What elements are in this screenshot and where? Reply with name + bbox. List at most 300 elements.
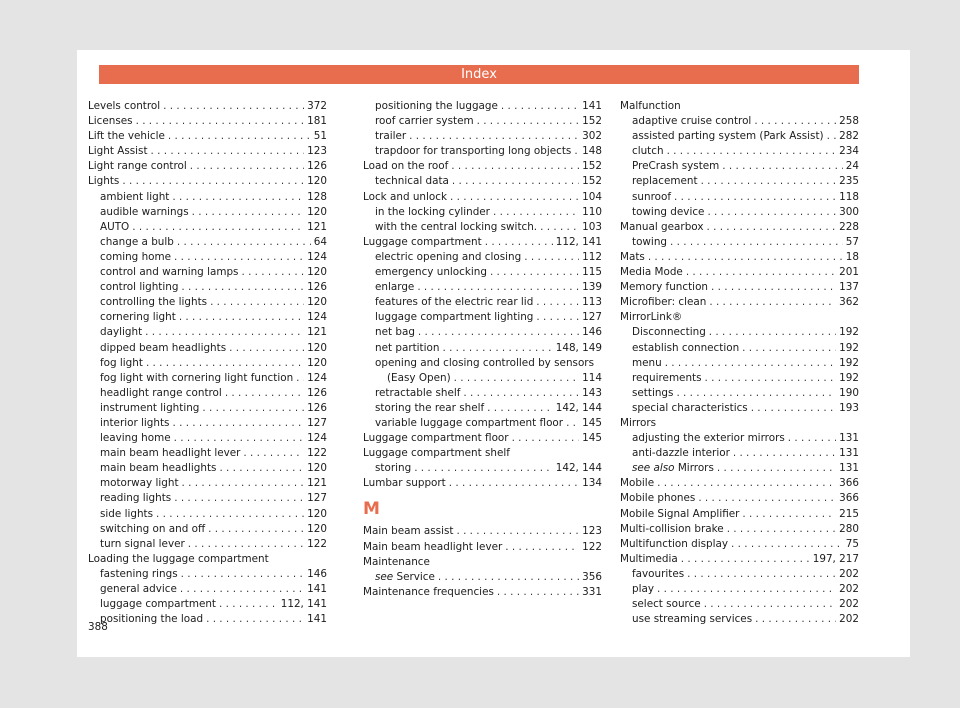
index-entry [363, 585, 602, 600]
page-reference: 120 [307, 507, 327, 520]
index-term: Main beam assist [363, 525, 454, 538]
index-term: Mobile phones [620, 492, 696, 505]
index-heading: Loading the luggage compartment [88, 552, 269, 565]
leader-dots [181, 567, 305, 582]
leader-dots [163, 99, 304, 114]
index-subentry [363, 401, 602, 416]
index-subentry [88, 325, 327, 340]
leader-dots [151, 144, 305, 159]
page-reference: 131 [839, 462, 859, 475]
leader-dots [417, 280, 579, 295]
index-entry [620, 265, 859, 280]
leader-dots [225, 386, 304, 401]
leader-dots [456, 524, 579, 539]
index-subentry [620, 235, 859, 250]
page-reference: 282 [839, 130, 859, 143]
index-header [99, 65, 859, 84]
index-term: net partition [375, 341, 440, 354]
leader-dots [145, 325, 304, 340]
see-reference-target: Service [396, 570, 435, 583]
page-reference: 146 [307, 567, 327, 580]
index-entry [88, 159, 327, 174]
index-term: reading lights [100, 492, 172, 505]
index-term: fog light [100, 356, 143, 369]
index-term: sunroof [632, 190, 672, 203]
index-term: Memory function [620, 281, 709, 294]
leader-dots [733, 446, 836, 461]
leader-dots [706, 220, 836, 235]
index-subentry [620, 401, 859, 416]
leader-dots [451, 159, 579, 174]
see-reference-label: see [375, 570, 394, 583]
page-reference: 192 [839, 371, 859, 384]
page-reference: 141 [582, 100, 602, 112]
index-term: Lumbar support [363, 477, 446, 490]
leader-dots [174, 250, 304, 265]
leader-dots [463, 386, 579, 401]
index-subentry [88, 386, 327, 401]
leader-dots [229, 341, 304, 356]
index-term: Disconnecting [632, 326, 706, 339]
page-reference: 366 [839, 477, 859, 490]
index-subentry [88, 295, 327, 310]
leader-dots [136, 114, 305, 129]
index-subentry [363, 280, 602, 295]
page-reference: 122 [307, 447, 327, 460]
leader-dots [172, 416, 304, 431]
leader-dots [190, 159, 304, 174]
index-term: settings [632, 386, 674, 399]
page-reference: 51 [313, 130, 327, 143]
page-reference: 114 [582, 371, 602, 384]
index-term: Mats [620, 250, 645, 263]
page-reference: 124 [307, 311, 327, 324]
index-subentry [620, 341, 859, 356]
page-reference: 235 [839, 175, 859, 188]
index-term: use streaming services [632, 613, 753, 626]
index-term: Luggage compartment [363, 235, 482, 248]
index-entry [88, 114, 327, 129]
index-term: trapdoor for transporting long objects [375, 145, 572, 158]
index-entry [620, 250, 859, 265]
index-term: motorway light [100, 477, 179, 490]
leader-dots [501, 99, 579, 114]
leader-dots [687, 567, 836, 582]
index-subentry [363, 250, 602, 265]
page-reference: 120 [307, 462, 327, 475]
leader-dots [180, 582, 304, 597]
index-subentry [88, 507, 327, 522]
leader-dots [449, 476, 579, 491]
index-term: select source [632, 598, 701, 611]
page-reference: 115 [582, 266, 602, 279]
page-reference: 143 [582, 386, 602, 399]
leader-dots [132, 220, 304, 235]
index-term: retractable shelf [375, 386, 461, 399]
index-subentry [88, 476, 327, 491]
leader-dots [698, 491, 836, 506]
leader-dots [667, 144, 837, 159]
leader-dots [177, 235, 311, 250]
leader-dots [296, 371, 304, 386]
leader-dots [681, 552, 810, 567]
index-subentry [620, 356, 859, 371]
leader-dots [536, 310, 579, 325]
page-reference: 126 [307, 281, 327, 294]
index-term [632, 461, 714, 476]
page-reference: 197, 217 [812, 552, 859, 565]
see-reference-target: Mirrors [677, 462, 714, 475]
index-term: towing device [632, 205, 705, 218]
index-subentry [88, 537, 327, 552]
index-subentry [88, 190, 327, 205]
index-term: Multi-collision brake [620, 522, 724, 535]
page-reference: 141 [307, 583, 327, 595]
index-term: Multifunction display [620, 537, 729, 550]
leader-dots [709, 295, 836, 310]
leader-dots [168, 129, 311, 144]
index-subentry [620, 612, 859, 627]
index-subentry [88, 431, 327, 446]
index-term: Light Assist [88, 145, 148, 158]
index-term: side lights [100, 507, 154, 520]
page-reference: 127 [307, 492, 327, 505]
index-term: enlarge [375, 281, 415, 294]
leader-dots [711, 280, 836, 295]
leader-dots [512, 431, 580, 446]
page-reference: 201 [839, 266, 859, 279]
index-term: Luggage compartment floor [363, 432, 509, 445]
page-reference: 126 [307, 160, 327, 173]
index-term: positioning the load [100, 613, 204, 626]
index-term: Manual gearbox [620, 220, 704, 233]
index-subentry [88, 582, 327, 597]
index-subentry [363, 341, 602, 356]
page-reference: 124 [307, 432, 327, 445]
index-term: variable luggage compartment floor [375, 416, 564, 429]
index-term: Levels control [88, 100, 161, 112]
leader-dots [827, 129, 837, 144]
leader-dots [701, 174, 837, 189]
leader-dots [438, 570, 579, 585]
index-entry [620, 280, 859, 295]
index-term: coming home [100, 250, 172, 263]
index-entry [620, 476, 859, 491]
index-subentry [88, 597, 327, 612]
index-subentry [620, 144, 859, 159]
leader-dots [665, 356, 836, 371]
page-reference: 110 [582, 205, 602, 218]
index-term: AUTO [100, 220, 130, 233]
leader-dots [742, 341, 836, 356]
index-term: adjusting the exterior mirrors [632, 432, 785, 445]
index-entry [620, 552, 859, 567]
page-reference: 118 [839, 190, 859, 203]
index-subentry [620, 174, 859, 189]
index-term: dipped beam headlights [100, 341, 227, 354]
page-reference: 122 [582, 540, 602, 553]
page-reference: 145 [582, 416, 602, 429]
page-reference: 103 [582, 220, 602, 233]
index-subentry [620, 461, 859, 476]
leader-dots [574, 144, 579, 159]
page-number: 388 [88, 621, 108, 633]
page-reference: 202 [839, 567, 859, 580]
page-reference: 152 [582, 160, 602, 173]
index-subentry [363, 114, 602, 129]
index-term [375, 570, 435, 585]
index-term: technical data [375, 175, 449, 188]
page-reference: 120 [307, 296, 327, 309]
leader-dots [450, 190, 579, 205]
page-reference: 148, 149 [555, 341, 602, 354]
page-reference: 280 [839, 522, 859, 535]
leader-dots [174, 431, 305, 446]
index-subentry [620, 371, 859, 386]
index-subentry [88, 220, 327, 235]
index-entry [363, 431, 602, 446]
index-entry [363, 159, 602, 174]
index-entry [620, 537, 859, 552]
index-term: anti-dazzle interior [632, 447, 730, 460]
page-reference: 57 [845, 235, 859, 248]
page-reference: 120 [307, 356, 327, 369]
index-subentry [363, 570, 602, 585]
page-reference: 121 [307, 326, 327, 339]
index-term: fog light with cornering light function [100, 371, 294, 384]
index-column-3 [620, 99, 859, 627]
page-reference: 113 [582, 296, 602, 309]
leader-dots [505, 540, 579, 555]
page-reference: 122 [307, 537, 327, 550]
index-term: controlling the lights [100, 296, 208, 309]
page-reference: 127 [307, 416, 327, 429]
index-heading: Mirrors [620, 416, 657, 429]
leader-dots [156, 507, 304, 522]
leader-dots [524, 250, 579, 265]
index-term: Licenses [88, 115, 133, 128]
index-subentry [620, 190, 859, 205]
page-reference: 192 [839, 326, 859, 339]
index-subentry [620, 129, 859, 144]
index-term: storing the rear shelf [375, 401, 485, 414]
index-term: luggage compartment [100, 598, 216, 611]
index-term: (Easy Open) [387, 371, 451, 384]
page-reference: 142, 144 [555, 401, 602, 414]
index-entry [620, 522, 859, 537]
index-term: storing [375, 462, 412, 475]
leader-dots [751, 401, 836, 416]
index-heading: Luggage compartment shelf [363, 447, 510, 460]
index-subentry [88, 280, 327, 295]
page-reference: 126 [307, 401, 327, 414]
index-entry [620, 507, 859, 522]
leader-dots [754, 114, 836, 129]
page-reference: 202 [839, 583, 859, 595]
leader-dots [648, 250, 843, 265]
index-term: establish connection [632, 341, 740, 354]
index-subentry [88, 416, 327, 431]
leader-dots [206, 612, 304, 627]
index-subentry [88, 235, 327, 250]
leader-dots [414, 461, 553, 476]
index-term: daylight [100, 326, 143, 339]
page-reference: 131 [839, 447, 859, 460]
index-term: positioning the luggage [375, 100, 498, 112]
index-term: luggage compartment lighting [375, 311, 534, 324]
index-subentry [88, 461, 327, 476]
index-subentry [88, 567, 327, 582]
page-reference: 331 [582, 585, 602, 598]
leader-dots [674, 190, 836, 205]
index-subentry [88, 341, 327, 356]
leader-dots [742, 507, 836, 522]
page-reference: 258 [839, 115, 859, 128]
index-term: instrument lighting [100, 401, 200, 414]
index-entry [363, 524, 602, 539]
index-subheading: opening and closing controlled by sensors [375, 356, 594, 369]
index-subentry [88, 612, 327, 627]
page-reference: 121 [307, 220, 327, 233]
index-term: cornering light [100, 311, 176, 324]
index-subentry [363, 461, 602, 476]
index-term: replacement [632, 175, 698, 188]
leader-dots [717, 461, 836, 476]
index-term: headlight range control [100, 386, 222, 399]
index-term: emergency unlocking [375, 266, 487, 279]
page-reference: 141 [307, 613, 327, 626]
index-entry [620, 295, 859, 310]
index-subentry [363, 386, 602, 401]
leader-dots [670, 235, 843, 250]
leader-dots [705, 371, 837, 386]
index-term: net bag [375, 326, 415, 339]
index-entry [620, 220, 859, 235]
index-subentry [88, 401, 327, 416]
index-subentry [363, 265, 602, 280]
leader-dots [566, 416, 579, 431]
leader-dots [722, 159, 842, 174]
page-reference: 139 [582, 281, 602, 294]
index-term: adaptive cruise control [632, 115, 752, 128]
index-subentry [620, 431, 859, 446]
index-subentry [363, 310, 602, 325]
index-term: interior lights [100, 416, 170, 429]
index-subentry [620, 114, 859, 129]
leader-dots [755, 612, 836, 627]
page-reference: 192 [839, 341, 859, 354]
index-term: Microfiber: clean [620, 296, 707, 309]
index-term: main beam headlight lever [100, 447, 241, 460]
page-reference: 120 [307, 522, 327, 535]
leader-dots [497, 585, 579, 600]
index-subentry [620, 446, 859, 461]
index-subentry [88, 356, 327, 371]
index-term: control lighting [100, 281, 179, 294]
leader-dots [536, 295, 579, 310]
leader-dots [192, 205, 305, 220]
page-reference: 356 [582, 570, 602, 583]
leader-dots [418, 325, 579, 340]
page-reference: 112 [582, 250, 602, 263]
index-term: towing [632, 235, 667, 248]
page-reference: 126 [307, 386, 327, 399]
index-term: leaving home [100, 432, 171, 445]
index-subentry [363, 371, 602, 386]
index-entry [363, 476, 602, 491]
index-term: Mobile [620, 477, 655, 490]
index-subentry [88, 265, 327, 280]
index-title: Index [461, 67, 497, 82]
page-reference: 137 [839, 281, 859, 294]
page-reference: 202 [839, 613, 859, 626]
section-letter: M [363, 499, 380, 520]
leader-dots [241, 265, 304, 280]
index-subentry [363, 205, 602, 220]
leader-dots [146, 356, 304, 371]
index-term: special characteristics [632, 401, 748, 414]
index-term: turn signal lever [100, 537, 185, 550]
index-subentry [620, 597, 859, 612]
index-entry [363, 235, 602, 250]
index-term: electric opening and closing [375, 250, 522, 263]
page-reference: 193 [839, 401, 859, 414]
page-reference: 24 [845, 160, 859, 173]
page-reference: 128 [307, 190, 327, 203]
leader-dots [657, 582, 836, 597]
index-subentry [363, 325, 602, 340]
page-reference: 366 [839, 492, 859, 505]
page-reference: 131 [839, 432, 859, 445]
index-term: Lights [88, 175, 120, 188]
leader-dots [179, 310, 304, 325]
page-reference: 152 [582, 175, 602, 188]
leader-dots [188, 537, 304, 552]
leader-dots [686, 265, 836, 280]
page-reference: 64 [313, 235, 327, 248]
page-reference: 146 [582, 326, 602, 339]
leader-dots [243, 446, 304, 461]
leader-dots [219, 461, 304, 476]
index-subentry [363, 295, 602, 310]
page-reference: 124 [307, 371, 327, 384]
index-subentry [363, 416, 602, 431]
page-reference: 112, 141 [280, 598, 327, 611]
leader-dots [487, 401, 553, 416]
index-term: assisted parting system (Park Assist) [632, 130, 824, 143]
leader-dots [174, 491, 304, 506]
index-heading: Malfunction [620, 100, 681, 112]
index-term: switching on and off [100, 522, 206, 535]
page-reference: 134 [582, 477, 602, 490]
leader-dots [709, 325, 836, 340]
index-subentry [363, 220, 602, 235]
index-subentry [363, 99, 602, 114]
index-term: main beam headlights [100, 462, 217, 475]
page-reference: 302 [582, 130, 602, 143]
leader-dots [219, 597, 278, 612]
index-term: Light range control [88, 160, 187, 173]
index-subentry [88, 446, 327, 461]
index-subentry [620, 567, 859, 582]
leader-dots [454, 371, 579, 386]
index-heading: Maintenance [363, 555, 430, 568]
index-subentry [620, 386, 859, 401]
leader-dots [409, 129, 579, 144]
page-reference: 120 [307, 341, 327, 354]
leader-dots [493, 205, 579, 220]
leader-dots [727, 522, 836, 537]
